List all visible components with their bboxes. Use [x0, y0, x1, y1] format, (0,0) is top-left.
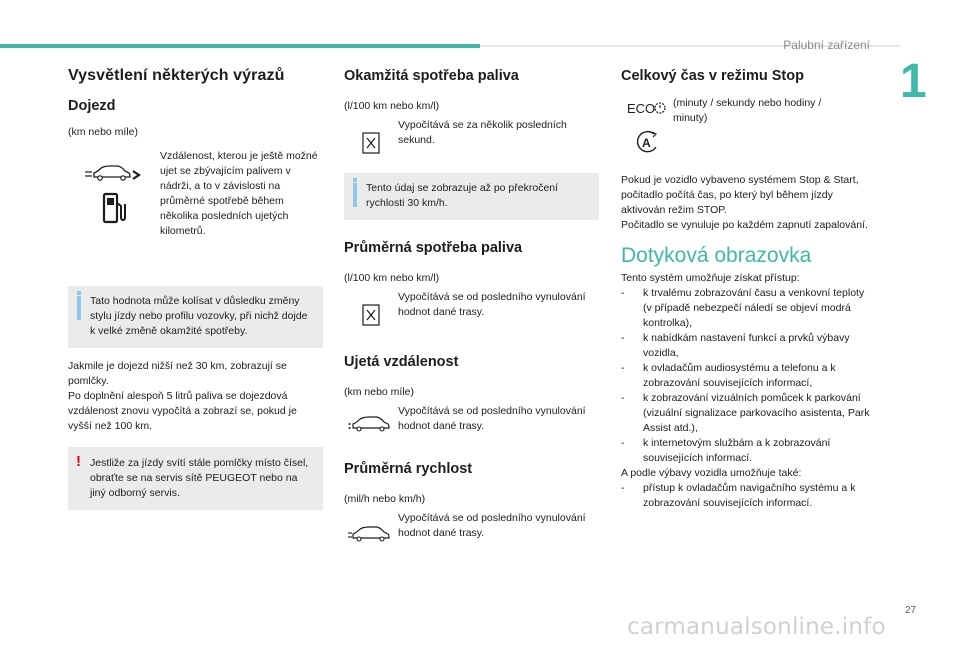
header-accent-bar: [0, 44, 480, 48]
page-title: Vysvětlení některých výrazů: [68, 67, 285, 84]
okamzita-info-text: Tento údaj se zobrazuje až po překročení rychlosti 30 km/h.: [366, 182, 559, 209]
list-item: - k ovladačům audiosystému a telefonu a k zobrazování souvisejících informací,: [621, 362, 836, 389]
dojezd-warning-note: [68, 447, 323, 510]
dojezd-body-p1: Jakmile je dojezd nižší než 30 km, zobrazují se pomlčky.: [68, 360, 287, 387]
okamzita-description: Vypočítává se za několik posledních sekund.: [398, 119, 567, 146]
dojezd-body: [68, 359, 323, 434]
list-item: - k internetovým službám a k zobrazování souvisejících informací.: [621, 437, 831, 464]
dojezd-row: [68, 149, 323, 239]
page-number: 27: [905, 605, 917, 616]
okamzita-heading: Okamžitá spotřeba paliva: [344, 68, 519, 84]
fuel-pump-icon: [101, 191, 127, 225]
rychlost-unit: (mil/h nebo km/h): [344, 493, 426, 505]
rychlost-row: [344, 511, 599, 543]
okamzita-unit: (l/100 km nebo km/l): [344, 100, 440, 112]
column-1: [68, 60, 323, 510]
fuel-gauge-icon: [361, 131, 381, 155]
touchscreen-also: A podle výbavy vozidla umožňuje také:: [621, 467, 802, 479]
rychlost-description: Vypočítává se od posledního vynulování hodnot dané trasy.: [398, 512, 586, 539]
stop-row: [621, 96, 871, 155]
rychlost-heading: Průměrná rychlost: [344, 461, 473, 477]
stop-icons: [621, 96, 673, 155]
ujeta-unit: (km nebo míle): [344, 386, 415, 398]
dojezd-info-text: Tato hodnota může kolísat v důsledku změny stylu jízdy nebo profilu vozovky, při nichž dojde k velké změně okamžité spotřeby.: [90, 295, 308, 337]
touchscreen-heading: Dotyková obrazovka: [621, 244, 812, 267]
warning-icon: !: [76, 453, 81, 470]
list-item: - přístup k ovladačům navigačního systému a k zobrazování souvisejících informací.: [621, 482, 856, 509]
car-distance-icon: [347, 415, 395, 433]
eco-stop-icon: [627, 101, 667, 115]
prumerna-description: Vypočítává se od posledního vynulování hodnot dané trasy.: [398, 291, 586, 318]
list-item: - k zobrazování vizuálních pomůcek k parkování (vizuální signalizace parkovacího asistenta, Park Assist atd.),: [621, 392, 870, 434]
column-2: [344, 60, 599, 543]
svg-text:ECO: ECO: [627, 101, 656, 115]
auto-stop-icon: [634, 129, 660, 155]
stop-body-p2: Počitadlo se vynuluje po každém zapnutí zapalování.: [621, 219, 868, 231]
stop-unit: (minuty / sekundy nebo hodiny / minuty): [673, 97, 822, 124]
prumerna-heading: Průměrná spotřeba paliva: [344, 240, 523, 256]
prumerna-row: [344, 290, 599, 327]
ujeta-row: [344, 404, 599, 434]
stop-body-p1: Pokud je vozidlo vybaveno systémem Stop & Start, počitadlo počítá čas, po který byl během jízdy aktivován režim STOP.: [621, 174, 859, 216]
list-item: - k trvalému zobrazování času a venkovní teploty (v případě nebezpečí náledí se objeví modrá kontrolka),: [621, 287, 865, 329]
dojezd-icons: [68, 149, 160, 225]
watermark: carmanualsonline.info: [627, 614, 886, 640]
ujeta-description: Vypočítává se od posledního vynulování hodnot dané trasy.: [398, 405, 586, 432]
fuel-gauge-icon: [361, 303, 381, 327]
touchscreen-list: [621, 286, 871, 466]
list-item: - k nabídkám nastavení funkcí a prvků výbavy vozidla,: [621, 332, 850, 359]
car-speed-icon: [347, 525, 395, 543]
car-range-icon: [83, 163, 145, 183]
dojezd-warning-text: Jestliže za jízdy svítí stále pomlčky místo čísel, obraťte se na servis sítě PEUGEOT nebo na jiný odborný servis.: [90, 457, 309, 499]
dojezd-body-p2: Po doplnění alespoň 5 litrů paliva se dojezdová vzdálenost znovu vypočítá a zobrazí se, pokud je vyšší než 100 km.: [68, 390, 297, 432]
chapter-label: Palubní zařízení: [783, 38, 870, 52]
dojezd-info-note: [68, 286, 323, 348]
chapter-number: 1: [900, 55, 927, 108]
column-3: [621, 60, 871, 511]
stop-heading: Celkový čas v režimu Stop: [621, 68, 804, 84]
dojezd-description: Vzdálenost, kterou je ještě možné ujet se zbývajícím palivem v nádrži, a to v závislosti na průměrné spotřebě během několika posledních ujetých kilometrů.: [160, 150, 318, 237]
dojezd-unit: (km nebo míle): [68, 126, 139, 138]
info-icon: [353, 183, 357, 207]
info-icon: [77, 296, 81, 320]
touchscreen-intro: Tento systém umožňuje získat přístup:: [621, 272, 800, 284]
okamzita-row: [344, 118, 599, 155]
stop-body: [621, 173, 871, 233]
okamzita-info-note: [344, 173, 599, 220]
ujeta-heading: Ujetá vzdálenost: [344, 354, 459, 370]
dojezd-heading: Dojezd: [68, 98, 116, 114]
prumerna-unit: (l/100 km nebo km/l): [344, 272, 440, 284]
svg-text:A: A: [642, 136, 651, 150]
